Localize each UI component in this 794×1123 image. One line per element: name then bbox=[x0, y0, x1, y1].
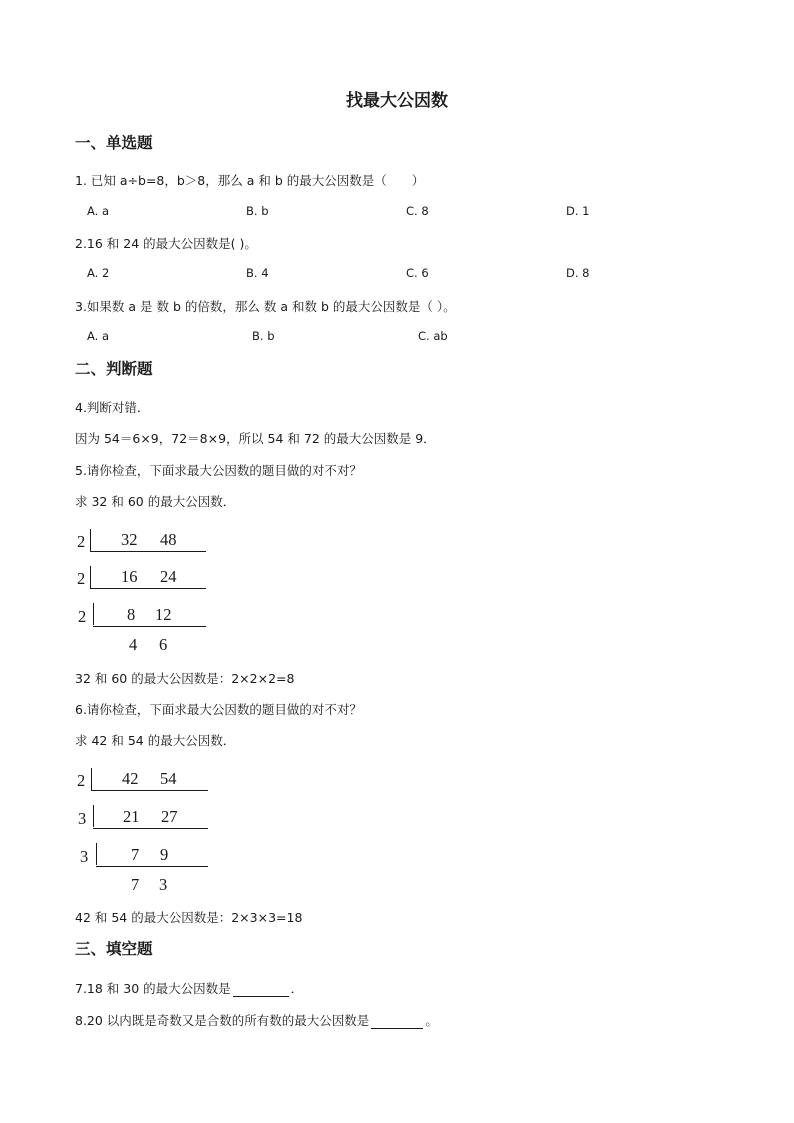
question-3-text: 3.如果数 a 是 数 b 的倍数，那么 数 a 和数 b 的最大公因数是（ ）。 bbox=[75, 299, 456, 314]
question-2-option-a[interactable]: A. 2 bbox=[87, 266, 110, 280]
question-1-option-a[interactable]: A. a bbox=[87, 204, 110, 218]
division-quotient: 7 bbox=[131, 875, 140, 894]
question-4-prompt: 4.判断对错． bbox=[75, 400, 150, 415]
question-7-answer-blank[interactable] bbox=[233, 982, 289, 997]
page-title: 找最大公因数 bbox=[346, 91, 448, 111]
question-6-conclusion: 42 和 54 的最大公因数是：2×3×3=18 bbox=[75, 910, 303, 925]
division-dividend: 8 bbox=[127, 605, 136, 624]
question-8 bbox=[75, 1011, 438, 1029]
question-7-punct: ． bbox=[290, 981, 304, 996]
question-2-text: 2.16 和 24 的最大公因数是( )。 bbox=[75, 236, 257, 251]
question-4-statement: 因为 54＝6×9，72＝8×9，所以 54 和 72 的最大公因数是 9． bbox=[75, 431, 436, 446]
division-dividend: 42 bbox=[122, 769, 139, 788]
question-2-option-d[interactable]: D. 8 bbox=[566, 266, 590, 280]
question-6-prompt: 6.请你检查，下面求最大公因数的题目做的对不对？ bbox=[75, 702, 362, 717]
question-8-text: 8.20 以内既是奇数又是合数的所有数的最大公因数是 bbox=[75, 1013, 370, 1028]
division-dividend: 9 bbox=[160, 845, 169, 864]
question-7-text: 7.18 和 30 的最大公因数是 bbox=[75, 981, 231, 996]
question-8-punct: 。 bbox=[425, 1013, 438, 1028]
section-heading-fill-blank: 三、填空题 bbox=[75, 940, 153, 958]
question-5-task: 求 32 和 60 的最大公因数． bbox=[75, 494, 236, 509]
question-5-conclusion: 32 和 60 的最大公因数是：2×2×2=8 bbox=[75, 671, 295, 686]
question-5-prompt: 5.请你检查，下面求最大公因数的题目做的对不对？ bbox=[75, 463, 362, 478]
question-1-option-b[interactable]: B. b bbox=[246, 204, 269, 218]
division-dividend: 54 bbox=[160, 769, 177, 788]
question-1-option-c[interactable]: C. 8 bbox=[406, 204, 429, 218]
question-7 bbox=[75, 979, 303, 997]
section-heading-single-choice: 一、单选题 bbox=[75, 134, 153, 152]
division-dividend: 16 bbox=[121, 567, 138, 586]
question-8-answer-blank[interactable] bbox=[371, 1014, 423, 1029]
division-divisor: 3 bbox=[80, 847, 89, 866]
division-dividend: 24 bbox=[160, 567, 177, 586]
division-dividend: 21 bbox=[123, 807, 140, 826]
division-quotient: 6 bbox=[159, 635, 168, 654]
question-1-option-d[interactable]: D. 1 bbox=[566, 204, 590, 218]
division-quotient: 3 bbox=[159, 875, 168, 894]
division-dividend: 7 bbox=[131, 845, 140, 864]
division-quotient: 4 bbox=[129, 635, 138, 654]
division-divisor: 2 bbox=[77, 771, 86, 790]
question-2-option-b[interactable]: B. 4 bbox=[246, 266, 269, 280]
division-divisor: 2 bbox=[77, 569, 86, 588]
division-dividend: 27 bbox=[161, 807, 178, 826]
division-dividend: 12 bbox=[155, 605, 172, 624]
division-divisor: 2 bbox=[78, 607, 87, 626]
division-dividend: 32 bbox=[121, 530, 138, 549]
question-3-option-b[interactable]: B. b bbox=[252, 329, 275, 343]
section-heading-true-false: 二、判断题 bbox=[75, 360, 153, 378]
question-3-option-c[interactable]: C. ab bbox=[418, 329, 448, 343]
question-2-option-c[interactable]: C. 6 bbox=[406, 266, 429, 280]
division-divisor: 3 bbox=[78, 809, 87, 828]
division-divisor: 2 bbox=[77, 532, 86, 551]
question-6-task: 求 42 和 54 的最大公因数． bbox=[75, 733, 236, 748]
division-dividend: 48 bbox=[160, 530, 177, 549]
question-3-option-a[interactable]: A. a bbox=[87, 329, 110, 343]
question-1-text: 1. 已知 a÷b=8，b＞8，那么 a 和 b 的最大公因数是（ ） bbox=[75, 173, 425, 188]
